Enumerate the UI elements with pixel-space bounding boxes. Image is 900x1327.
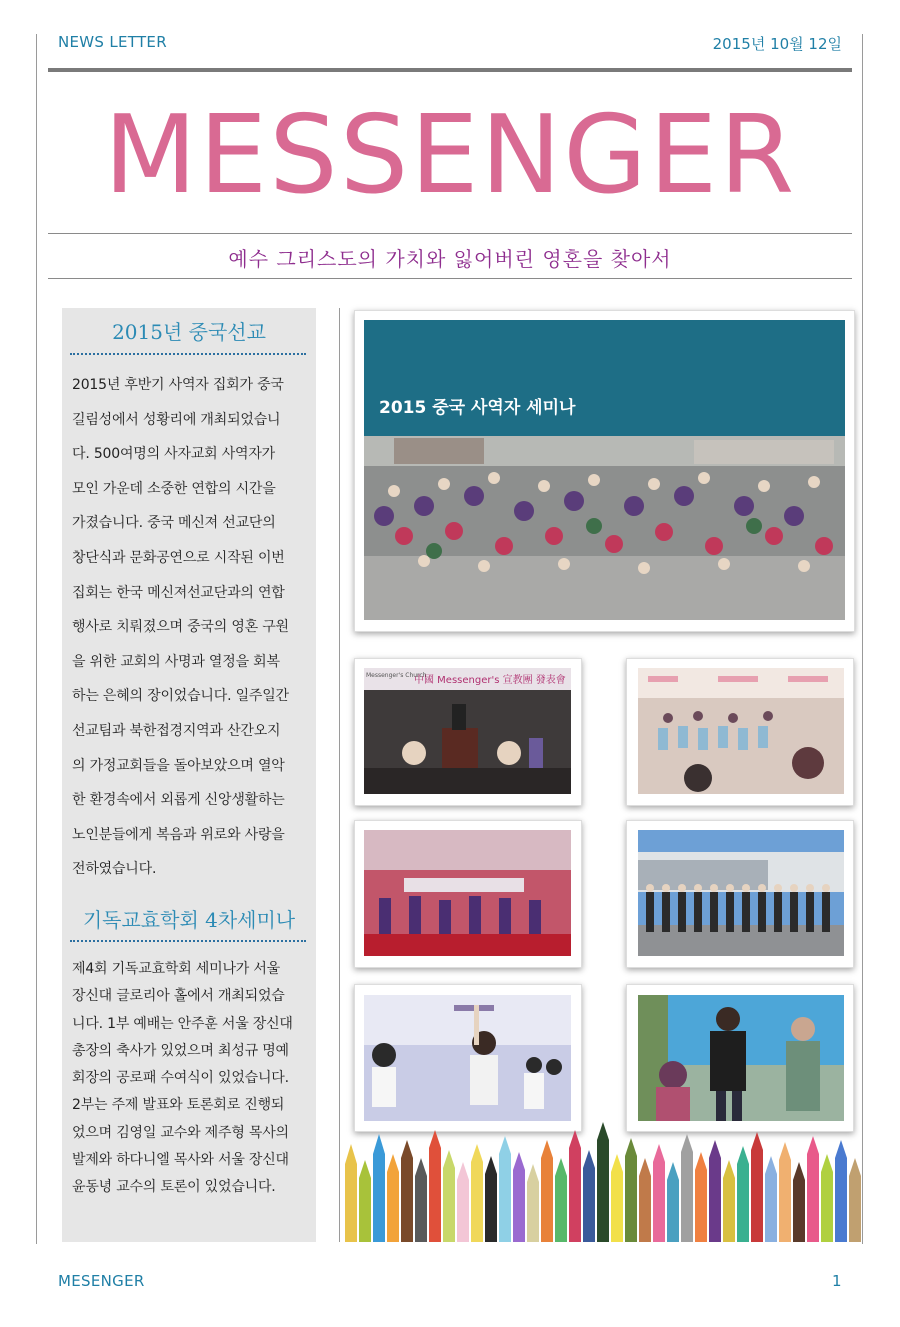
newsletter-label: NEWS LETTER xyxy=(58,33,167,51)
stage-photo xyxy=(364,668,571,794)
article-title: 기독교효학회 4차세미나 xyxy=(82,908,296,932)
stage-banner-text: 中國 Messenger's 宣教團 發表會 xyxy=(414,675,566,686)
issue-date: 2015년 10월 12일 xyxy=(712,35,842,53)
footer-title: MESENGER xyxy=(58,1272,145,1290)
masthead-title: MESSENGER xyxy=(103,93,797,218)
article-body: 2015년 후반기 사역자 집회가 중국 길림성에서 성황리에 개최되었습니 다. 500여명의 사자교회 사역자가 모인 가운데 소중한 연합의 시간을 가졌습니다. 중국 메신져 선교단의 창단식과 문화공연으로 시작된 이번 집회는 한국 메신져선교단과의 연합 행사로 치뤄졌으며 중국의 영혼 구원 을 위한 교회의 사명과 열정을 회복 하는 은혜의 장이었습니다. 일주일간 선교팀과 북한접경지역과 산간오지 의 가정교회들을 돌아보았으며 열악 한 환경속에서 외롭게 신앙생활하는 노인분들에게 복음과 위로와 사랑을 전하였습니다. xyxy=(72,377,289,878)
stage-banner-small-text: Messenger's Church xyxy=(366,672,427,679)
farewell-photo xyxy=(638,995,844,1121)
hall-photo xyxy=(638,668,844,794)
performance-photo xyxy=(364,830,571,956)
article-title: 2015년 중국선교 xyxy=(112,320,266,344)
column-divider xyxy=(339,308,340,1242)
page-frame-left xyxy=(36,34,37,1244)
title-divider xyxy=(70,353,306,355)
worship-photo xyxy=(364,995,571,1121)
page-frame-right xyxy=(862,34,863,1244)
tagline: 예수 그리스도의 가치와 잃어버린 영혼을 찾아서 xyxy=(228,247,672,271)
tagline-bottom-rule xyxy=(48,278,852,279)
colored-pencils-image xyxy=(345,1118,863,1242)
tagline-top-rule xyxy=(48,233,852,234)
group-photo xyxy=(364,436,845,620)
top-divider xyxy=(48,68,852,72)
feature-banner xyxy=(364,320,845,436)
feature-banner-title: 2015 중국 사역자 세미나 xyxy=(379,398,576,418)
outdoor-group-photo xyxy=(638,830,844,956)
article-body: 제4회 기독교효학회 세미나가 서울 장신대 글로리아 홀에서 개최되었습 니다. 1부 예배는 안주훈 서울 장신대 총장의 축사가 있었으며 최성규 명예 회장의 공로패 수여식이 있었습니다. 2부는 주제 발표와 토론회로 진행되 었으며 김영일 교수와 제주형 목사의 발제와 하다니엘 목사와 서울 장신대 윤동녕 교수의 토론이 있었습니다. xyxy=(72,961,293,1196)
page-number: 1 xyxy=(832,1272,842,1290)
title-divider xyxy=(70,940,306,942)
